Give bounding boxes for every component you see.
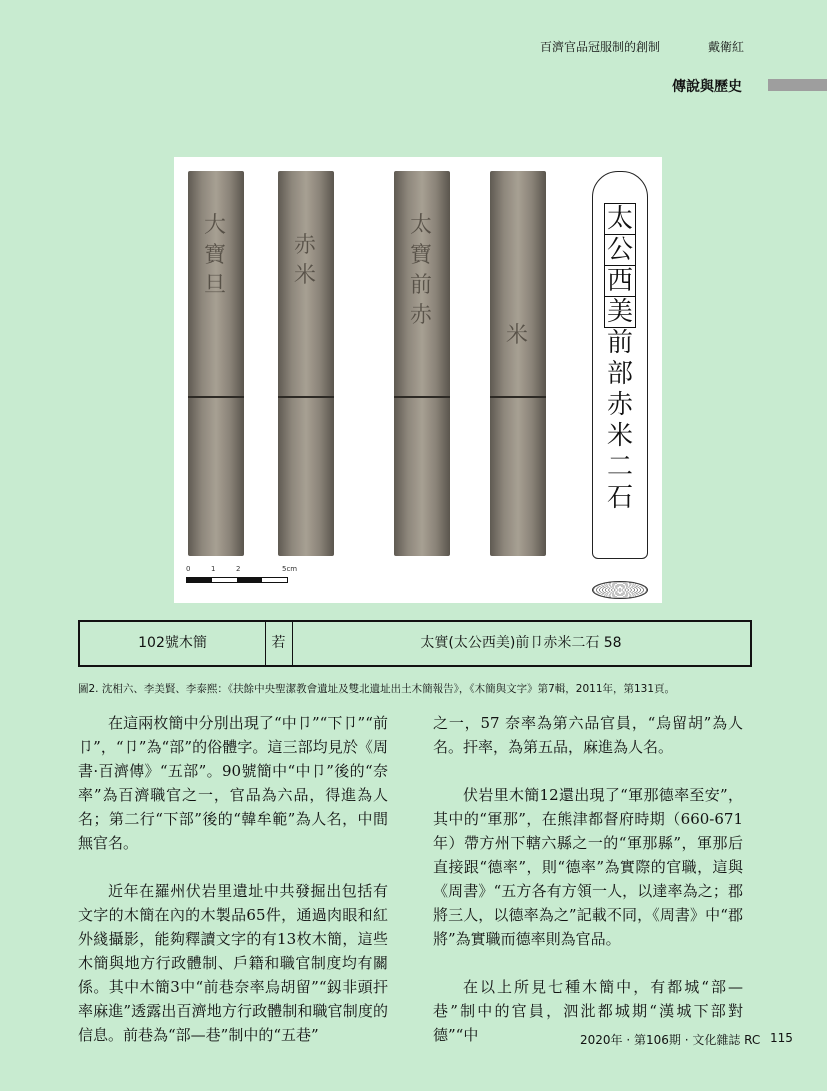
body-paragraph: 之一，57 奈率為第六品官員，“烏留胡”為人名。扞率，為第五品，麻進為人名。: [433, 714, 743, 756]
section-bar: [768, 79, 827, 91]
drawing-char: 公: [593, 235, 647, 265]
slip-caption-table: [78, 620, 752, 667]
drawing-char: 美: [593, 297, 647, 327]
running-title: 百濟官品冠服制的創制: [540, 40, 661, 54]
body-column-left: [78, 711, 388, 1047]
wooden-slip-photo: 太 寶 前 赤: [394, 171, 450, 556]
drawing-char: 太: [593, 204, 647, 234]
slip-transcription: 太實(太公西美)前卩赤米二石 58: [420, 635, 622, 651]
slip-number: 102號木簡: [80, 622, 266, 665]
drawing-char: 二: [606, 452, 633, 482]
drawing-char: 西: [593, 266, 647, 296]
slip-line-drawing: [592, 171, 648, 559]
scale-bar: [186, 577, 288, 583]
running-author: 戴衛紅: [708, 40, 745, 54]
body-paragraph: 近年在羅州伏岩里遺址中共發掘出包括有文字的木簡在內的木製品65件，通過肉眼和紅外綫攝影，能夠釋讀文字的有13枚木簡，這些木簡與地方行政體制、戶籍和職官制度均有關係。其中木簡3中“前巷奈率烏胡留”“釼非頭扞率麻進”透露出百濟地方行政體制和職官制度的信息。前巷為“部—巷”制中的“五巷”: [78, 882, 388, 1044]
drawing-char: 前: [606, 328, 633, 358]
scale-label: 2: [236, 565, 241, 573]
body-paragraph: 伏岩里木簡12還出現了“軍那德率至安”，其中的“軍那”，在熊津都督府時期（660-671年）帶方州下轄六縣之一的“軍那縣”，軍那后直接跟“德率”，則“德率”為實際的官職，這與《周書》“五方各有方領一人，以達率為之；郡將三人，以德率為之”記載不同，《周書》中“郡將”為實職而德率則為官品。: [433, 786, 743, 948]
wooden-slip-photo: 大 寶 旦: [188, 171, 244, 556]
figure-caption: 圖2. 沈相六、李美賢、李泰熙：《扶餘中央聖潔教會遺址及雙北遺址出土木簡報告》，《木簡與文字》第7輯，2011年，第131頁。: [78, 683, 676, 695]
wooden-slip-photo: 赤 米: [278, 171, 334, 556]
drawing-char: 米: [606, 421, 633, 451]
scale-label: 0: [186, 565, 191, 573]
drawing-char: 部: [606, 359, 633, 389]
section-label: 傳說與歷史: [672, 79, 742, 95]
footer-journal: 2020年 · 第106期 · 文化雜誌 RC: [580, 1033, 761, 1047]
scale-label: 1: [211, 565, 216, 573]
wooden-slip-photo: 米: [490, 171, 546, 556]
drawing-char: 石: [606, 483, 633, 513]
page-number: 115: [770, 1031, 793, 1045]
wooden-slips-figure: [174, 157, 662, 603]
scale-label: 5cm: [282, 565, 298, 573]
reading-mark: 若: [265, 622, 293, 665]
body-column-right: [433, 711, 743, 1047]
drawing-char: 赤: [606, 390, 633, 420]
slip-cross-section: [592, 581, 648, 599]
body-paragraph: 在這兩枚簡中分別出現了“中卩”“下卩”“前卩”，“卩”為“部”的俗體字。這三部均見於《周書·百濟傳》“五部”。90號簡中“中卩”後的“奈率”為百濟職官之一，官品為六品，得進為人名；第二行“下部”後的“韓牟範”為人名，中間無官名。: [78, 714, 388, 852]
body-paragraph: 在以上所見七種木簡中，有都城“部—巷”制中的官員，泗沘都城期“漢城下部對德”“中: [433, 978, 743, 1044]
